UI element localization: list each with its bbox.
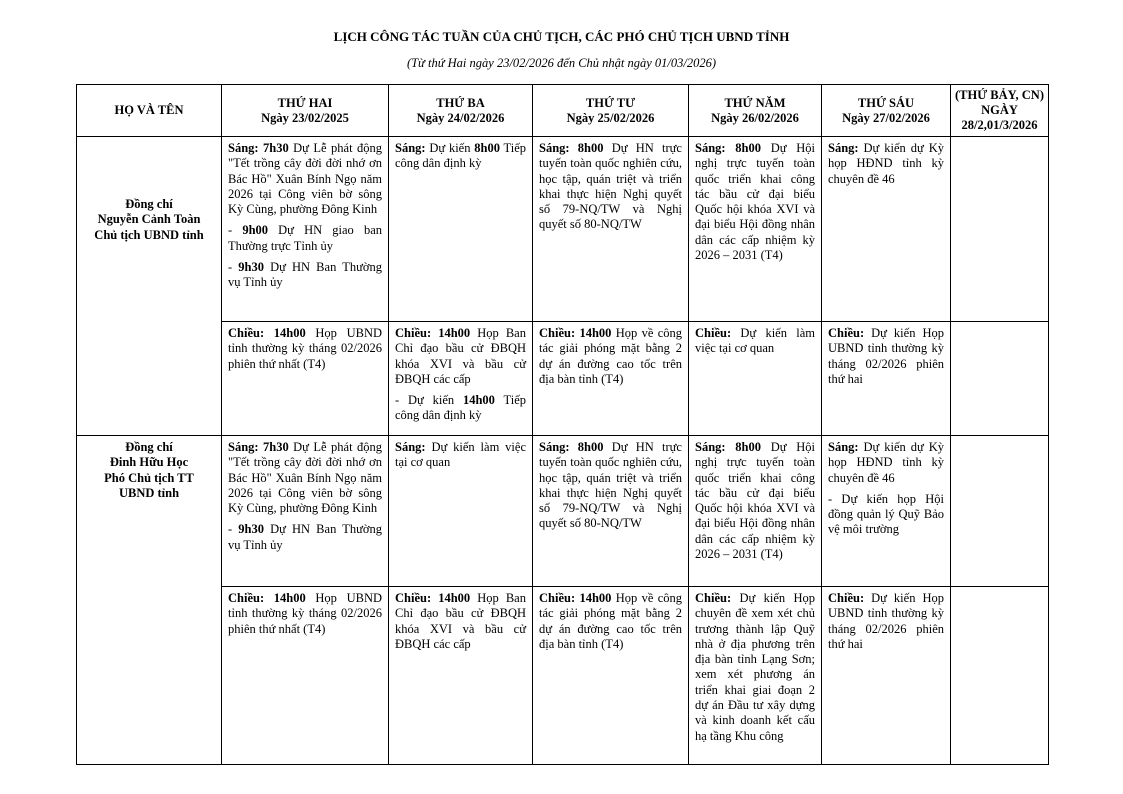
table-row xyxy=(77,587,1049,765)
entry-text: Dự Hội nghị trực tuyến toàn quốc triển khai công tác bầu cử đại biểu Quốc hội khóa XVI và đại biểu Hội đồng nhân dân các cấp nhiệm kỳ 2026 – 2031 (T4) xyxy=(695,141,815,263)
schedule-entry xyxy=(695,440,815,562)
header-day: THỨ BA Ngày 24/02/2026 xyxy=(389,85,533,137)
entry-time: Chiều: 14h00 xyxy=(539,326,612,340)
schedule-entry xyxy=(695,326,815,357)
entry-text: Dự HN trực tuyến toàn quốc nghiên cứu, học tập, quán triệt và triển khai thực hiện Nghị quyết số 79-NQ/TW và Nghị quyết số 80-NQ/TW xyxy=(539,440,682,531)
schedule-entry xyxy=(828,326,944,387)
schedule-entry xyxy=(228,141,382,217)
entry-time: Sáng: xyxy=(395,141,426,155)
entry-time: Sáng: xyxy=(828,141,859,155)
entry-time: Sáng: xyxy=(395,440,426,454)
person-name-line: Đinh Hữu Học xyxy=(109,455,189,470)
entry-text: Dự HN giao ban Thường trực Tỉnh ủy xyxy=(228,223,382,253)
entry-text: Dự Lễ phát động "Tết trồng cây đời đời nhớ ơn Bác Hồ" Xuân Bính Ngọ năm 2026 tại Công viên bờ sông Kỳ Cùng, phường Đông Kinh xyxy=(228,141,382,217)
schedule-cell xyxy=(222,137,389,322)
header-day: THỨ HAI Ngày 23/02/2025 xyxy=(222,85,389,137)
schedule-cell xyxy=(222,587,389,765)
entry-text: - Dự kiến xyxy=(395,393,463,408)
entry-text: Họp Ban Chỉ đạo bầu cử ĐBQH khóa XVI và bầu cử ĐBQH các cấp xyxy=(395,591,526,651)
schedule-cell xyxy=(533,587,689,765)
schedule-cell xyxy=(822,587,951,765)
entry-text: Dự Lễ phát động "Tết trồng cây đời đời nhớ ơn Bác Hồ" Xuân Bính Ngọ năm 2026 tại Công viên bờ sông Kỳ Cùng, phường Đông Kinh xyxy=(228,440,382,516)
entry-text: Tiếp công dân định kỳ xyxy=(395,393,526,423)
person-name-line: Đồng chí xyxy=(125,197,173,211)
schedule-cell xyxy=(689,322,822,436)
entry-text: Dự HN Ban Thường vụ Tỉnh ủy xyxy=(228,260,382,290)
schedule-cell xyxy=(689,137,822,322)
entry-time: Chiều: 14h00 xyxy=(228,326,306,340)
page-subtitle: (Từ thứ Hai ngày 23/02/2026 đến Chủ nhật ngày 01/03/2026) xyxy=(406,56,717,70)
entry-time: 8h00 xyxy=(474,141,500,155)
schedule-entry xyxy=(539,141,682,233)
entry-text: Dự kiến Họp UBND tỉnh thường kỳ tháng 02/2026 phiên thứ hai xyxy=(828,591,944,651)
entry-time: 9h30 xyxy=(238,260,264,275)
table-row xyxy=(77,137,1049,322)
schedule-cell xyxy=(389,436,533,587)
person-name-line: Nguyễn Cảnh Toàn xyxy=(97,212,201,227)
header-day: THỨ NĂM Ngày 26/02/2026 xyxy=(689,85,822,137)
schedule-entry xyxy=(539,440,682,532)
table-row xyxy=(77,436,1049,587)
schedule-entry xyxy=(695,591,815,744)
schedule-cell xyxy=(689,587,822,765)
schedule-entry xyxy=(395,440,526,471)
person-name-line: Chủ tịch UBND tỉnh xyxy=(94,227,204,242)
entry-time: 9h00 xyxy=(242,223,269,238)
schedule-cell xyxy=(222,436,389,587)
table-header-row xyxy=(77,85,1049,137)
schedule-table xyxy=(76,84,1049,765)
entry-time: Chiều: 14h00 xyxy=(395,326,471,340)
entry-time: Sáng: 8h00 xyxy=(695,141,761,155)
entry-text: Họp Ban Chỉ đạo bầu cử ĐBQH khóa XVI và bầu cử ĐBQH các cấp xyxy=(395,326,526,386)
schedule-entry xyxy=(395,141,526,172)
person-name-cell xyxy=(77,436,222,765)
schedule-entry xyxy=(228,522,382,553)
header-day: (THỨ BẢY, CN) NGÀY 28/2,01/3/2026 xyxy=(951,85,1049,137)
schedule-entry xyxy=(228,591,382,637)
schedule-entry xyxy=(395,326,526,387)
entry-text: Tiếp công dân định kỳ xyxy=(395,141,526,171)
schedule-cell xyxy=(533,436,689,587)
schedule-entry xyxy=(228,440,382,516)
entry-time: Sáng: 8h00 xyxy=(539,440,604,454)
schedule-cell xyxy=(951,587,1049,765)
entry-text: Dự Hội nghị trực tuyến toàn quốc triển khai công tác bầu cử đại biểu Quốc hội khóa XVI và đại biểu Hội đồng nhân dân các cấp nhiệm kỳ 2026 – 2031 (T4) xyxy=(695,440,815,562)
person-name-cell xyxy=(77,137,222,436)
entry-text: Họp UBND tỉnh thường kỳ tháng 02/2026 phiên thứ nhất (T4) xyxy=(228,591,382,636)
entry-time: Chiều: xyxy=(695,591,732,605)
schedule-entry xyxy=(228,260,382,291)
schedule-entry xyxy=(228,223,382,254)
person-name-line: Đồng chí xyxy=(125,440,173,454)
header-day: THỨ TƯ Ngày 25/02/2026 xyxy=(533,85,689,137)
schedule-cell xyxy=(389,587,533,765)
schedule-cell xyxy=(822,436,951,587)
entry-text: Họp về công tác giải phóng mặt bằng 2 dự án đường cao tốc trên địa bàn tỉnh (T4) xyxy=(539,591,682,651)
entry-text: - xyxy=(228,260,239,275)
schedule-entry xyxy=(828,440,944,486)
schedule-entry xyxy=(395,393,526,424)
schedule-entry xyxy=(395,591,526,652)
entry-time: Sáng: 7h30 xyxy=(228,141,289,155)
entry-text: Dự kiến Họp UBND tỉnh thường kỳ tháng 02/2026 phiên thứ hai xyxy=(828,326,944,386)
schedule-cell xyxy=(533,322,689,436)
entry-time: Chiều: xyxy=(695,326,732,340)
entry-text: Dự kiến làm việc tại cơ quan xyxy=(395,440,526,470)
schedule-entry xyxy=(228,326,382,372)
entry-text: Họp UBND tỉnh thường kỳ tháng 02/2026 phiên thứ nhất (T4) xyxy=(228,326,382,371)
entry-time: Chiều: 14h00 xyxy=(395,591,471,605)
entry-time: Sáng: 7h30 xyxy=(228,440,289,454)
entry-time: 9h30 xyxy=(238,522,264,537)
entry-text: Dự kiến Họp chuyên đề xem xét chủ trương thành lập Quỹ nhà ở địa phương trên địa bàn tỉnh Lạng Sơn; xem xét phương án triển khai giai đoạn 2 dự án Đầu tư xây dựng và kinh doanh kết cấu hạ tầng Khu công xyxy=(695,591,815,743)
schedule-entry xyxy=(539,326,682,387)
schedule-cell xyxy=(689,436,822,587)
entry-time: Chiều: xyxy=(828,591,865,605)
table-row xyxy=(77,322,1049,436)
schedule-cell xyxy=(222,322,389,436)
schedule-cell xyxy=(389,322,533,436)
person-name-line: Phó Chủ tịch TT xyxy=(104,470,194,485)
entry-text: Dự kiến dự Kỳ họp HĐND tỉnh kỳ chuyên đề 46 xyxy=(828,440,944,485)
entry-text: Dự kiến dự Kỳ họp HĐND tỉnh kỳ chuyên đề 46 xyxy=(828,141,944,186)
schedule-cell xyxy=(389,137,533,322)
entry-time: Sáng: xyxy=(828,440,859,454)
entry-text: - xyxy=(228,522,239,537)
person-name-line: UBND tỉnh xyxy=(118,485,180,500)
schedule-cell xyxy=(822,322,951,436)
schedule-cell xyxy=(533,137,689,322)
entry-time: Sáng: 8h00 xyxy=(695,440,761,454)
entry-time: Chiều: 14h00 xyxy=(228,591,306,605)
entry-time: Sáng: 8h00 xyxy=(539,141,604,155)
entry-text: Dự HN Ban Thường vụ Tỉnh ủy xyxy=(228,522,382,552)
entry-text: Họp về công tác giải phóng mặt bằng 2 dự án đường cao tốc trên địa bàn tỉnh (T4) xyxy=(539,326,682,386)
entry-text: - Dự kiến họp Hội đồng quản lý Quỹ Bảo vệ môi trường xyxy=(828,491,944,537)
schedule-entry xyxy=(828,591,944,652)
entry-time: Chiều: 14h00 xyxy=(539,591,612,605)
schedule-entry xyxy=(695,141,815,263)
schedule-entry xyxy=(828,492,944,538)
schedule-entry xyxy=(828,141,944,187)
page-title: LỊCH CÔNG TÁC TUẦN CỦA CHỦ TỊCH, CÁC PHÓ CHỦ TỊCH UBND TỈNH xyxy=(333,29,790,44)
schedule-cell xyxy=(822,137,951,322)
header-name: HỌ VÀ TÊN xyxy=(77,85,222,137)
entry-text: Dự kiến xyxy=(425,141,475,155)
entry-text: Dự kiến làm việc tại cơ quan xyxy=(695,326,815,356)
entry-time: Chiều: xyxy=(828,326,865,340)
schedule-entry xyxy=(539,591,682,652)
entry-text: Dự HN trực tuyến toàn quốc nghiên cứu, học tập, quán triệt và triển khai thực hiện Nghị quyết số 79-NQ/TW và Nghị quyết số 80-NQ/TW xyxy=(539,141,682,232)
header-day: THỨ SÁU Ngày 27/02/2026 xyxy=(822,85,951,137)
schedule-cell xyxy=(951,322,1049,436)
entry-text: - xyxy=(228,223,243,238)
entry-time: 14h00 xyxy=(462,393,495,408)
schedule-cell xyxy=(951,137,1049,322)
schedule-cell xyxy=(951,436,1049,587)
